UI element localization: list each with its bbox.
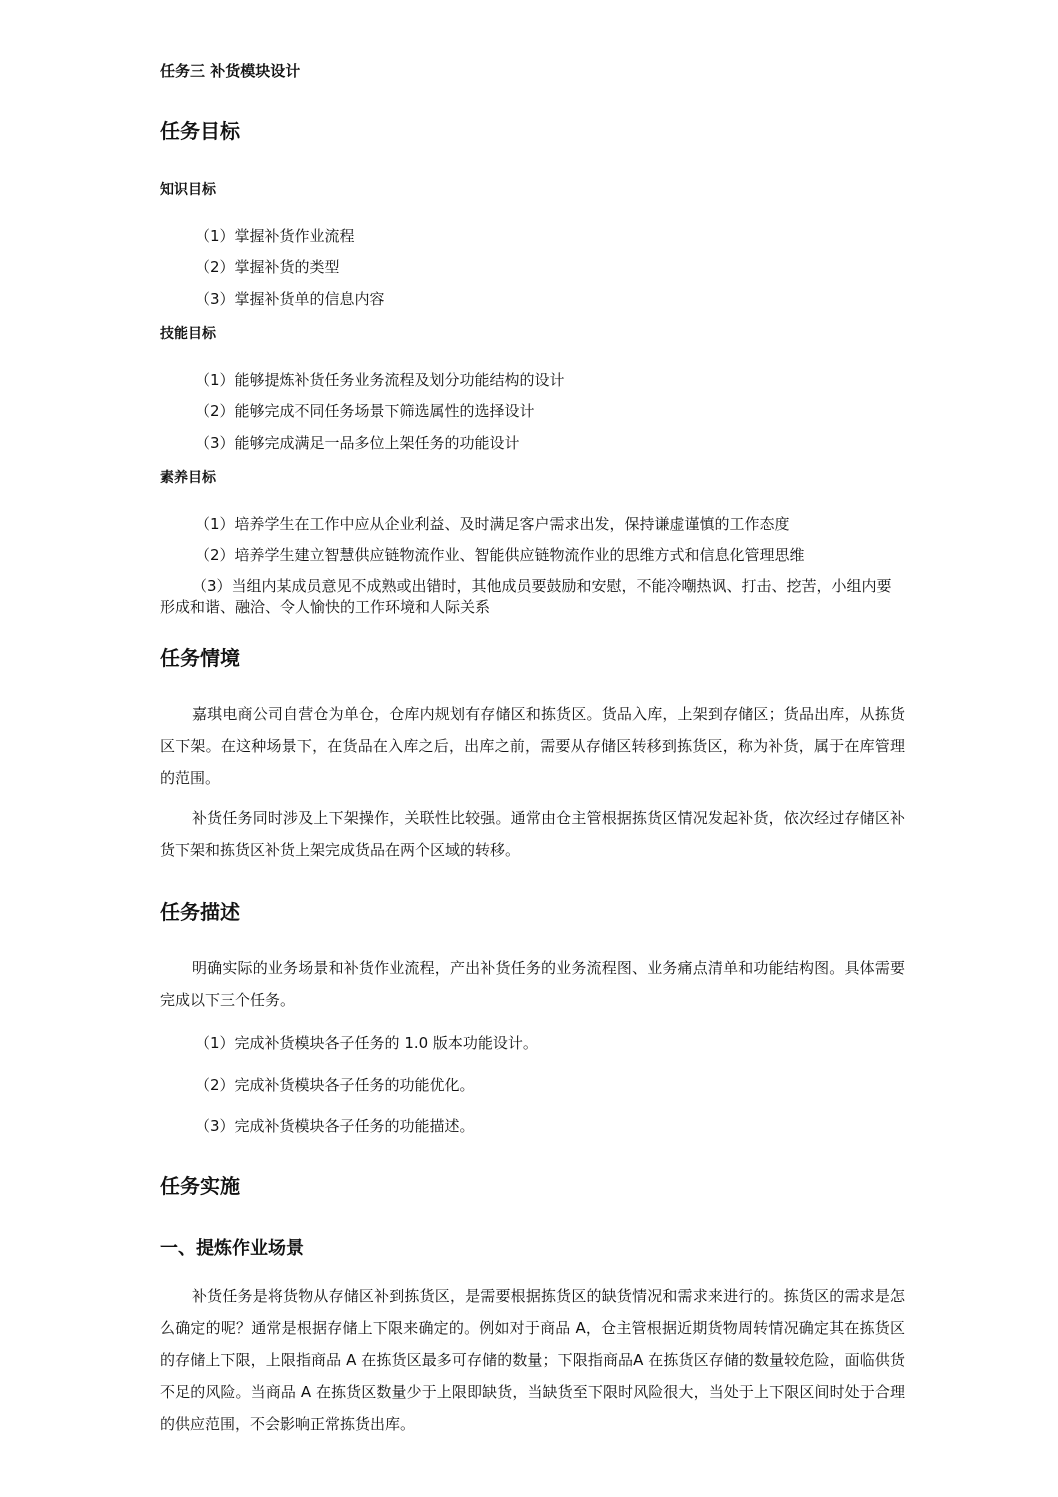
- list-item: （1）能够提炼补货任务业务流程及划分功能结构的设计: [195, 371, 565, 389]
- list-item: （1）培养学生在工作中应从企业利益、及时满足客户需求出发，保持谦虚谨慎的工作态度: [195, 515, 790, 533]
- list-item: （2）掌握补货的类型: [195, 258, 340, 276]
- list-item: （3）完成补货模块各子任务的功能描述。: [195, 1117, 475, 1135]
- heading-task-implementation: 任务实施: [160, 1174, 240, 1198]
- list-item: （2）能够完成不同任务场景下筛选属性的选择设计: [195, 402, 535, 420]
- subheading-extract-scenario: 一、提炼作业场景: [160, 1238, 304, 1259]
- heading-task-description: 任务描述: [160, 900, 240, 924]
- list-item: （3）掌握补货单的信息内容: [195, 290, 385, 308]
- heading-task-context: 任务情境: [160, 646, 240, 670]
- paragraph: 明确实际的业务场景和补货作业流程，产出补货任务的业务流程图、业务痛点清单和功能结构图。具体需要完成以下三个任务。: [160, 959, 905, 1009]
- doc-title: 任务三 补货模块设计: [160, 62, 301, 80]
- heading-quality-goals: 素养目标: [160, 470, 216, 486]
- heading-task-goals: 任务目标: [160, 119, 240, 143]
- paragraph: 补货任务同时涉及上下架操作，关联性比较强。通常由仓主管根据拣货区情况发起补货，依次经过存储区补货下架和拣货区补货上架完成货品在两个区域的转移。: [160, 809, 905, 859]
- list-item: （1）完成补货模块各子任务的 1.0 版本功能设计。: [195, 1034, 538, 1052]
- paragraph: 嘉琪电商公司自营仓为单仓，仓库内规划有存储区和拣货区。货品入库，上架到存储区；货品出库，从拣货区下架。在这种场景下，在货品在入库之后，出库之前，需要从存储区转移到拣货区，称为补货，属于在库管理的范围。: [160, 705, 905, 787]
- list-item: （2）培养学生建立智慧供应链物流作业、智能供应链物流作业的思维方式和信息化管理思维: [195, 546, 805, 564]
- list-item: （2）完成补货模块各子任务的功能优化。: [195, 1076, 475, 1094]
- heading-skill-goals: 技能目标: [160, 326, 216, 342]
- list-item: （3）当组内某成员意见不成熟或出错时，其他成员要鼓励和安慰，不能冷嘲热讽、打击、挖苦，小组内要形成和谐、融洽、令人愉快的工作环境和人际关系: [160, 577, 892, 616]
- list-item: （3）能够完成满足一品多位上架任务的功能设计: [195, 434, 520, 452]
- list-item: （1）掌握补货作业流程: [195, 227, 355, 245]
- paragraph: 补货任务是将货物从存储区补到拣货区，是需要根据拣货区的缺货情况和需求来进行的。拣货区的需求是怎么确定的呢？通常是根据存储上下限来确定的。例如对于商品 A，仓主管根据近期货物周转情况确定其在拣货区的存储上下限，上限指商品 A 在拣货区最多可存储的数量；下限指商品A 在拣货区存储的数量较危险，面临供货不足的风险。当商品 A 在拣货区数量少于上限即缺货，当缺货至下限时风险很大，当处于上下限区间时处于合理的供应范围，不会影响正常拣货出库。: [160, 1287, 905, 1433]
- heading-knowledge-goals: 知识目标: [160, 182, 216, 198]
